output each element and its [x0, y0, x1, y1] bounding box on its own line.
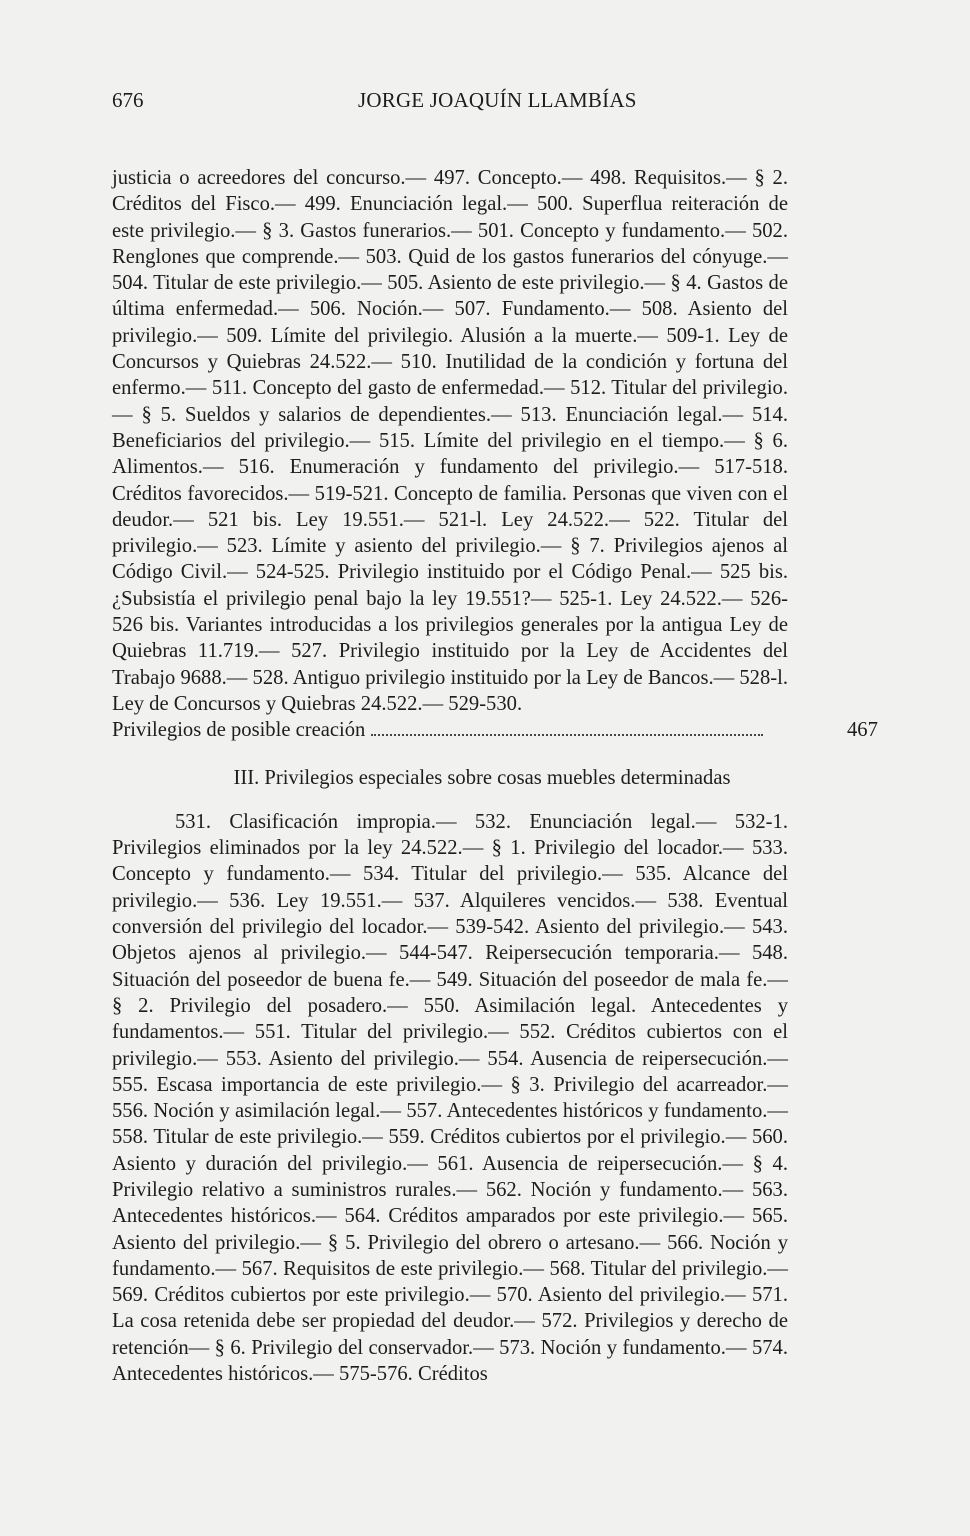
table-of-contents-body: [112, 165, 878, 1387]
running-header: [112, 88, 792, 118]
section-heading: III. Privilegios especiales sobre cosas muebles determinadas: [233, 766, 731, 789]
entry-text: Privilegios de posible creación: [112, 719, 366, 742]
running-title: JORGE JOAQUÍN LLAMBÍAS: [358, 88, 637, 112]
entry-page-number: 467: [847, 719, 878, 742]
contents-entry-with-page: [112, 717, 878, 743]
dot-leader: [371, 734, 763, 736]
contents-paragraph: 531. Clasificación impropia.— 532. Enunciación legal.— 532-1. Privilegios eliminados por la ley 24.522.— § 1. Privilegio del locador.— 533. Concepto y fundamento.— 534. Titular del privilegio.— 535. Alcance del privilegio.— 536. Ley 19.551.— 537. Alquileres vencidos.— 538. Eventual conversión del privilegio del locador.— 539-542. Asiento del privilegio.— 543. Objetos ajenos al privilegio.— 544-547. Reipersecución temporaria.— 548. Situación del poseedor de buena fe.— 549. Situación del poseedor de mala fe.— § 2. Privilegio del posadero.— 550. Asimilación legal. Antecedentes y fundamentos.— 551. Titular del privilegio.— 552. Créditos cubiertos con el privilegio.— 553. Asiento del privilegio.— 554. Ausencia de reipersecución.— 555. Escasa importancia de este privilegio.— § 3. Privilegio del acarreador.— 556. Noción y asimilación legal.— 557. Antecedentes históricos y fundamento.— 558. Titular de este privilegio.— 559. Créditos cubiertos por el privilegio.— 560. Asiento y duración del privilegio.— 561. Ausencia de reipersecución.— § 4. Privilegio relativo a suministros rurales.— 562. Noción y fundamento.— 563. Antecedentes históricos.— 564. Créditos amparados por este privilegio.— 565. Asiento del privilegio.— § 5. Privilegio del obrero o artesano.— 566. Noción y fundamento.— 567. Requisitos de este privilegio.— 568. Titular del privilegio.— 569. Créditos cubiertos por este privilegio.— 570. Asiento del privilegio.— 571. La cosa retenida debe ser propiedad del deudor.— 572. Privilegios y derecho de retención— § 6. Privilegio del conservador.— 573. Noción y fundamento.— 574. Antecedentes históricos.— 575-576. Créditos: [112, 810, 788, 1386]
page-number: 676: [112, 88, 144, 112]
contents-paragraph: justicia o acreedores del concurso.— 497. Concepto.— 498. Requisitos.— § 2. Créditos del Fisco.— 499. Enunciación legal.— 500. Superflua reiteración de este privilegio.— § 3. Gastos funerarios.— 501. Concepto y fundamento.— 502. Renglones que comprende.— 503. Quid de los gastos funerarios del cónyuge.— 504. Titular de este privilegio.— 505. Asiento de este privilegio.— § 4. Gastos de última enfermedad.— 506. Noción.— 507. Fundamento.— 508. Asiento del privilegio.— 509. Límite del privilegio. Alusión a la muerte.— 509-1. Ley de Concursos y Quiebras 24.522.— 510. Inutilidad de la condición y fortuna del enfermo.— 511. Concepto del gasto de enfermedad.— 512. Titular del privilegio.— § 5. Sueldos y salarios de dependientes.— 513. Enunciación legal.— 514. Beneficiarios del privilegio.— 515. Límite del privilegio en el tiempo.— § 6. Alimentos.— 516. Enumeración y fundamento del privilegio.— 517-518. Créditos favorecidos.— 519-521. Concepto de familia. Personas que viven con el deudor.— 521 bis. Ley 19.551.— 521-l. Ley 24.522.— 522. Titular del privilegio.— 523. Límite y asiento del privilegio.— § 7. Privilegios ajenos al Código Civil.— 524-525. Privilegio instituido por el Código Penal.— 525 bis. ¿Subsistía el privilegio penal bajo la ley 19.551?— 525-1. Ley 24.522.— 526-526 bis. Variantes introducidas a los privilegios generales por la antigua Ley de Quiebras 11.719.— 527. Privilegio instituido por la Ley de Accidentes del Trabajo 9688.— 528. Antiguo privilegio instituido por la Ley de Bancos.— 528-l. Ley de Concursos y Quiebras 24.522.— 529-530.: [112, 167, 788, 715]
